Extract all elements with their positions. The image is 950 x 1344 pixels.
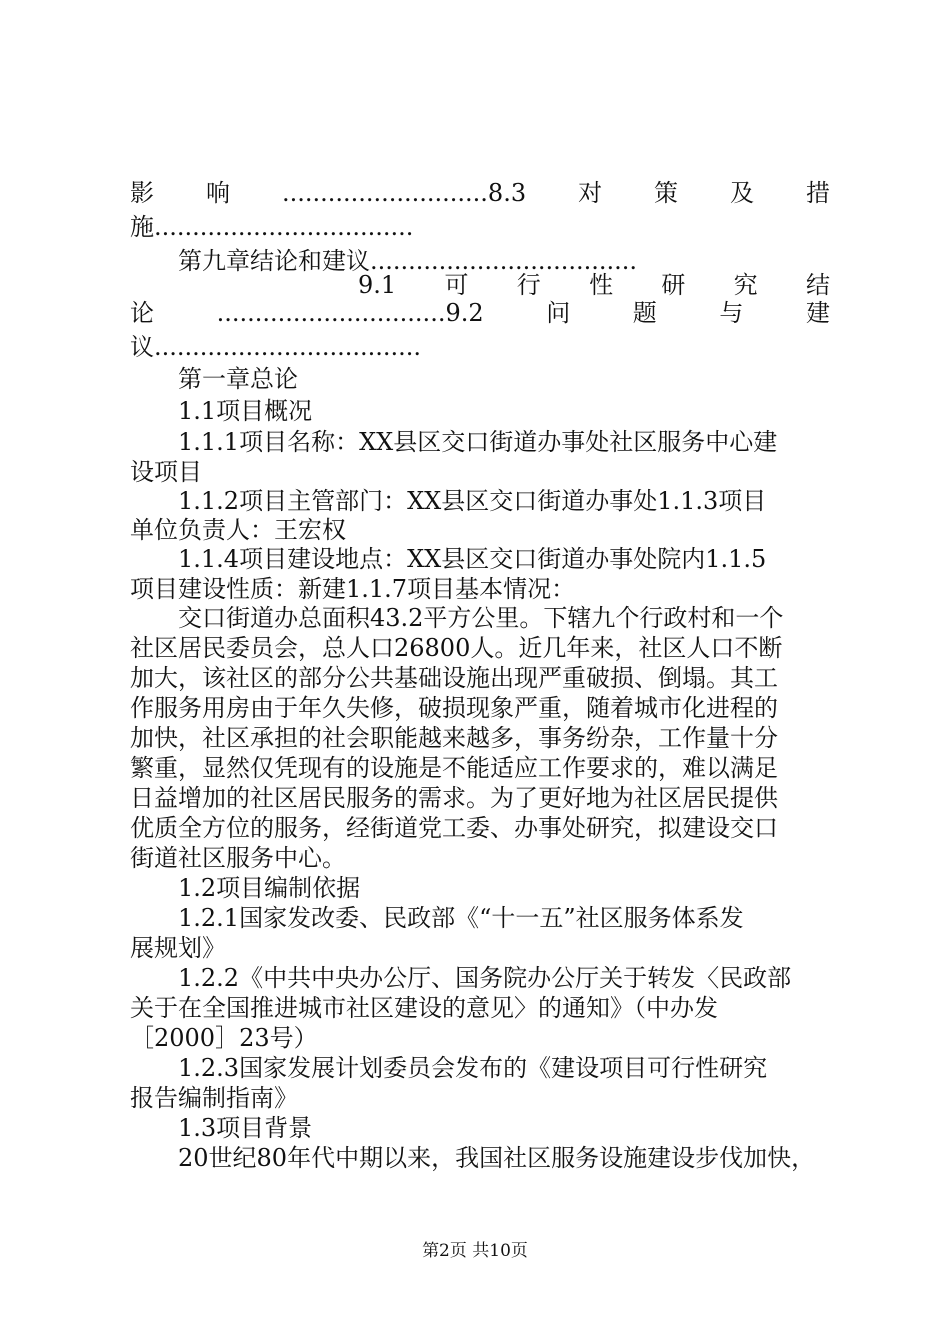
paragraph-line: 设项目 <box>130 458 202 486</box>
toc-text: 与 <box>719 299 744 327</box>
paragraph-line: 作服务用房由于年久失修，破损现象严重，随着城市化进程的 <box>130 694 778 722</box>
paragraph-line: 展规划》 <box>130 934 226 962</box>
toc-text: 建 <box>805 299 830 327</box>
toc-text: 行 <box>516 271 541 299</box>
toc-text: 策 <box>654 179 679 207</box>
section-heading: 1.2项目编制依据 <box>178 874 361 902</box>
paragraph-line: 1.1.2项目主管部门：XX县区交口街道办事处1.1.3项目 <box>178 487 767 515</box>
toc-line <box>130 296 830 330</box>
toc-line: 施.................................. <box>130 213 414 241</box>
paragraph-line: 1.2.1国家发改委、民政部《“十一五”社区服务体系发 <box>178 904 744 932</box>
paragraph-line: 报告编制指南》 <box>130 1084 298 1112</box>
paragraph-line: 1.1.1项目名称：XX县区交口街道办事处社区服务中心建 <box>178 428 778 456</box>
paragraph-line: 1.2.2《中共中央办公厅、国务院办公厅关于转发〈民政部 <box>178 964 792 992</box>
paragraph-line: 1.2.3国家发展计划委员会发布的《建设项目可行性研究 <box>178 1054 768 1082</box>
paragraph-line: 关于在全国推进城市社区建设的意见〉的通知》（中办发 <box>130 994 718 1022</box>
paragraph-line: ［2000］23号） <box>130 1024 318 1052</box>
toc-text: 及 <box>730 179 754 207</box>
toc-text: 性 <box>589 271 614 299</box>
toc-line: 议................................... <box>130 333 422 361</box>
paragraph-line: 繁重，显然仅凭现有的设施是不能适应工作要求的，难以满足 <box>130 754 778 782</box>
toc-text: 论 <box>130 299 154 327</box>
toc-text: 可 <box>444 271 469 299</box>
toc-text: 究 <box>733 271 758 299</box>
paragraph-line: 1.1.4项目建设地点：XX县区交口街道办事处院内1.1.5 <box>178 545 767 573</box>
toc-text: 对 <box>578 179 603 207</box>
toc-text: 结 <box>805 271 830 299</box>
paragraph-line: 优质全方位的服务，经街道党工委、办事处研究，拟建设交口 <box>130 814 778 842</box>
toc-text: ...........................8.3 <box>281 179 527 207</box>
paragraph-line: 加快，社区承担的社会职能越来越多，事务纷杂，工作量十分 <box>130 724 778 752</box>
section-heading: 1.3项目背景 <box>178 1114 313 1142</box>
toc-text: 响 <box>205 179 230 207</box>
toc-text: 措 <box>805 179 830 207</box>
paragraph-line: 街道社区服务中心。 <box>130 844 346 872</box>
paragraph-line: 单位负责人：王宏权 <box>130 516 346 544</box>
paragraph-line: 加大，该社区的部分公共基础设施出现严重破损、倒塌。其工 <box>130 664 778 692</box>
toc-text: 问 <box>546 299 571 327</box>
section-heading: 1.1项目概况 <box>178 397 313 425</box>
toc-line <box>130 176 830 210</box>
paragraph-line: 20世纪80年代中期以来，我国社区服务设施建设步伐加快， <box>178 1144 816 1172</box>
paragraph-line: 社区居民委员会，总人口26800人。近几年来，社区人口不断 <box>130 634 783 662</box>
toc-text: 影 <box>130 179 154 207</box>
toc-line: 第九章结论和建议................................... <box>178 247 638 275</box>
chapter-heading: 第一章总论 <box>178 365 298 393</box>
toc-text: ..............................9.2 <box>216 299 484 327</box>
paragraph-line: 交口街道办总面积43.2平方公里。下辖九个行政村和一个 <box>178 604 784 632</box>
toc-text: 9.1 <box>358 271 397 299</box>
toc-text: 题 <box>632 299 657 327</box>
paragraph-line: 项目建设性质：新建1.1.7项目基本情况： <box>130 575 576 603</box>
page-number-footer: 第2页 共10页 <box>422 1241 528 1261</box>
paragraph-line: 日益增加的社区居民服务的需求。为了更好地为社区居民提供 <box>130 784 778 812</box>
toc-text: 研 <box>661 271 686 299</box>
